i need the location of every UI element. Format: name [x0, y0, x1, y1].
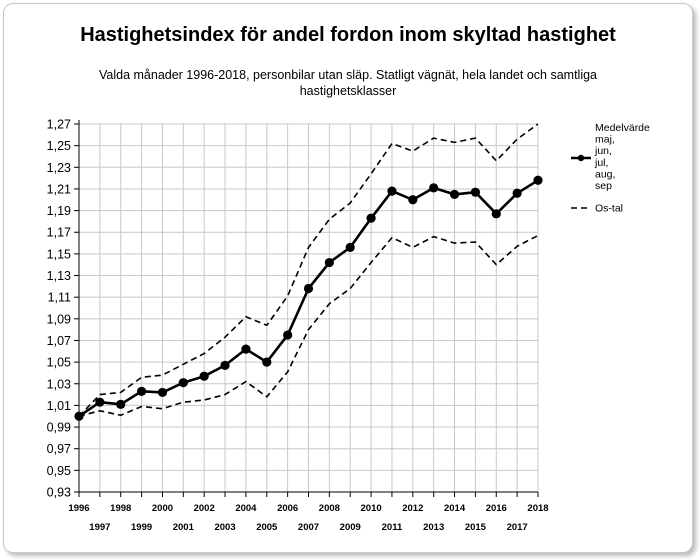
x-tick-label: 2002 — [193, 503, 215, 514]
x-tick-label: 2003 — [214, 522, 236, 533]
y-tick-labels — [47, 118, 71, 500]
x-tick-label: 2004 — [235, 503, 257, 514]
data-point-marker — [74, 412, 83, 421]
data-point-marker — [533, 176, 542, 185]
x-tick-label: 2013 — [423, 522, 445, 533]
data-point-marker — [95, 398, 104, 407]
y-tick-label: 1,19 — [46, 204, 71, 219]
x-tick-label: 2005 — [256, 522, 278, 533]
data-point-marker — [200, 372, 209, 381]
x-tick-label: 1998 — [110, 503, 132, 514]
y-tick-label: 1,05 — [46, 355, 71, 370]
y-tick-label: 0,97 — [46, 442, 71, 457]
legend-label: aug, — [595, 168, 616, 181]
y-tick-label: 1,25 — [46, 139, 71, 154]
data-point-marker — [450, 190, 459, 199]
x-tick-label: 1997 — [89, 522, 111, 533]
data-point-marker — [262, 358, 271, 367]
data-point-marker — [179, 378, 188, 387]
y-tick-label: 1,15 — [46, 247, 71, 262]
data-point-marker — [116, 400, 125, 409]
legend-label: sep — [595, 180, 612, 192]
y-tick-label: 0,95 — [46, 463, 71, 478]
x-tick-label: 1996 — [68, 503, 90, 514]
legend-label: maj, — [595, 133, 615, 146]
data-point-marker — [137, 387, 146, 396]
x-tick-label: 2016 — [485, 503, 507, 514]
axes — [74, 120, 538, 497]
x-tick-label: 2011 — [381, 522, 403, 533]
data-point-marker — [408, 195, 417, 204]
legend — [571, 122, 650, 215]
data-point-marker — [241, 345, 250, 354]
data-point-marker — [304, 284, 313, 293]
y-tick-label: 0,99 — [46, 420, 71, 435]
x-tick-label: 2008 — [318, 503, 340, 514]
legend-marker — [578, 155, 584, 161]
x-tick-labels — [68, 503, 548, 533]
data-point-marker — [325, 258, 334, 267]
chart-title: Hastighetsindex för andel fordon inom skyltad hastighet — [80, 24, 616, 46]
data-point-marker — [283, 330, 292, 339]
y-tick-label: 1,09 — [46, 312, 71, 327]
y-tick-label: 1,11 — [47, 290, 71, 305]
data-point-marker — [513, 189, 522, 198]
x-tick-label: 2018 — [527, 503, 549, 514]
y-tick-label: 1,21 — [46, 182, 71, 197]
y-tick-label: 1,17 — [46, 225, 71, 240]
data-point-marker — [492, 209, 501, 218]
y-tick-label: 1,13 — [46, 269, 71, 284]
legend-label: jul, — [595, 156, 609, 169]
x-tick-label: 2001 — [172, 522, 194, 533]
x-tick-label: 2009 — [339, 522, 361, 533]
y-tick-label: 1,23 — [46, 160, 71, 175]
grid — [79, 124, 538, 492]
x-tick-label: 1999 — [131, 522, 153, 533]
data-point-marker — [220, 361, 229, 370]
legend-label: Medelvärde — [595, 122, 650, 134]
data-point-marker — [429, 183, 438, 192]
y-tick-label: 1,27 — [46, 117, 71, 132]
data-point-marker — [366, 214, 375, 223]
chart-subtitle: Valda månader 1996-2018, personbilar utan släp. Statligt vägnät, hela landet och samtliga hastighetsklasser — [98, 68, 597, 98]
legend-label: jun, — [595, 145, 612, 158]
x-tick-label: 2000 — [151, 503, 174, 514]
x-tick-label: 2006 — [277, 503, 299, 514]
data-point-marker — [158, 388, 167, 397]
data-point-marker — [471, 188, 480, 197]
y-tick-label: 1,07 — [46, 333, 71, 348]
legend-label: Os-tal — [595, 202, 624, 215]
y-tick-label: 1,03 — [46, 377, 71, 392]
data-point-marker — [387, 187, 396, 196]
y-tick-label: 0,93 — [46, 485, 71, 500]
x-tick-label: 2017 — [506, 522, 528, 533]
x-tick-label: 2015 — [464, 522, 486, 533]
y-tick-label: 1,01 — [46, 398, 71, 413]
data-point-marker — [346, 243, 355, 252]
x-tick-label: 2014 — [443, 503, 466, 514]
x-tick-label: 2012 — [402, 503, 424, 514]
x-tick-label: 2010 — [360, 503, 382, 514]
x-tick-label: 2007 — [297, 522, 320, 533]
